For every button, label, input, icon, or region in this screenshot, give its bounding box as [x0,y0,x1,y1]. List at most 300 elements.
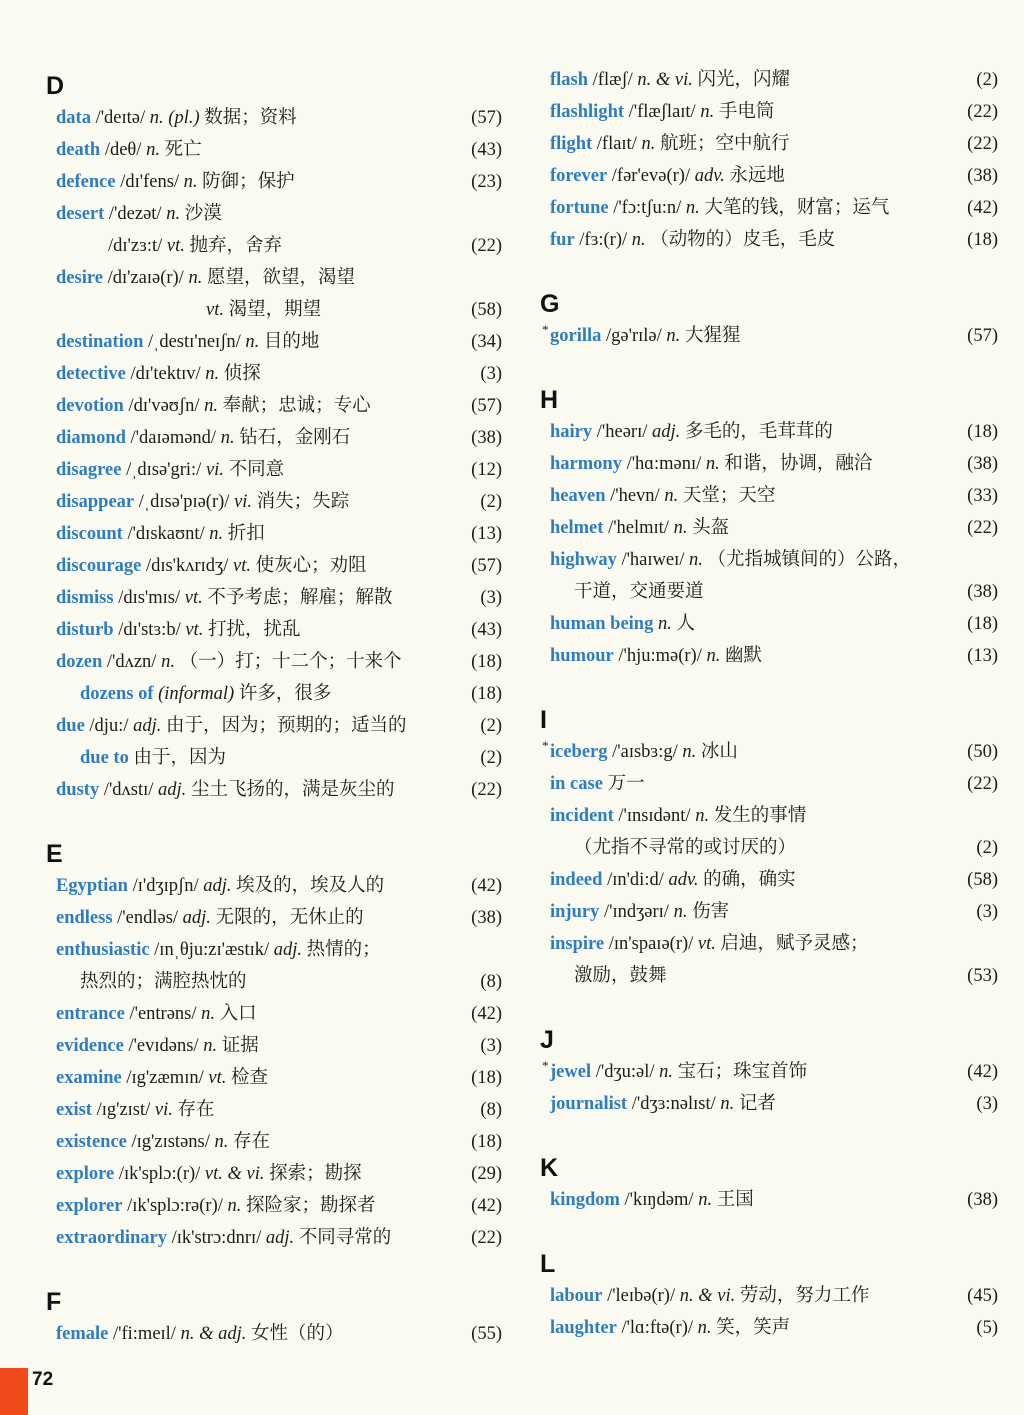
part-of-speech: n. [673,902,688,922]
phonetic: /'dɪskaʊnt/ [127,524,205,544]
phonetic: /dɪ'fens/ [120,172,180,192]
unit-reference: (42) [471,1004,502,1024]
phonetic: /ˌdestɪ'neɪʃn/ [148,332,241,352]
headword: entrance [56,1004,125,1024]
star-marker: * [542,1058,549,1073]
headword: death [56,140,101,160]
part-of-speech: vt. [166,236,185,256]
unit-reference: (3) [976,902,998,922]
unit-reference: (22) [471,236,502,256]
glossary-entry [542,736,998,768]
unit-reference: (22) [967,134,998,154]
definition: 沙漠 [184,204,222,224]
glossary-entry [56,326,502,358]
unit-reference: (18) [471,1068,502,1088]
section-letter: E [46,840,63,868]
part-of-speech: adj. [265,1228,295,1248]
phonetic: /ˌdɪsə'pɪə(r)/ [138,492,230,512]
definition: 检查 [230,1068,268,1088]
glossary-entry [56,710,502,742]
section-heading [46,806,502,870]
glossary-entry [550,928,998,960]
headword: journalist [550,1094,628,1114]
headword: fortune [550,198,609,218]
unit-reference: (57) [471,396,502,416]
phonetic: /'fɔ:tʃu:n/ [613,198,682,218]
unit-reference: (8) [480,972,502,992]
section-letter: L [540,1250,556,1278]
phonetic: /ɪg'zæmɪn/ [126,1068,204,1088]
definition: （尤指城镇间的）公路， [707,550,912,570]
unit-reference: (3) [480,364,502,384]
unit-reference: (2) [480,748,502,768]
unit-reference: (2) [480,716,502,736]
glossary-entry [550,192,998,224]
section-letter: K [540,1154,559,1182]
definition: （一）打；十二个；十来个 [179,652,402,672]
part-of-speech: n. [166,204,181,224]
definition: 幽默 [724,646,762,666]
glossary-entry [56,198,502,230]
unit-reference: (57) [471,556,502,576]
glossary-entry [550,160,998,192]
definition: 目的地 [263,332,320,352]
part-of-speech: n. [214,1132,229,1152]
phonetic: /dɪ'zɜ:t/ [108,236,163,256]
unit-reference: (45) [967,1286,998,1306]
glossary-entry [550,608,998,640]
glossary-entry [56,902,502,934]
part-of-speech: (informal) [158,684,235,704]
phonetic: /'helmɪt/ [608,518,669,538]
definition: 存在 [233,1132,271,1152]
unit-reference: (23) [471,172,502,192]
part-of-speech: n. [220,428,235,448]
definition: 钻石，金刚石 [239,428,351,448]
headword: enthusiastic [56,940,150,960]
unit-reference: (22) [967,102,998,122]
phonetic: /'entrəns/ [129,1004,197,1024]
phonetic: /'hju:mə(r)/ [618,646,702,666]
part-of-speech: adj. [158,780,187,800]
definition: 大笔的钱，财富；运气 [704,198,890,218]
phonetic: /dju:/ [89,716,129,736]
definition: 侦探 [223,364,261,384]
headword: gorilla [550,326,602,346]
definition: 手电筒 [718,102,775,122]
glossary-entry [56,1190,502,1222]
section-letter: I [540,706,547,734]
glossary-entry [56,486,502,518]
section-heading [540,672,998,736]
glossary-entry [56,1094,502,1126]
phonetic: /'deɪtə/ [95,108,146,128]
phonetic: /'ɪnsɪdənt/ [618,806,691,826]
part-of-speech: n. [227,1196,242,1216]
headword: discourage [56,556,142,576]
part-of-speech: n. & vi. [637,70,693,90]
definition: 消失；失踪 [256,492,350,512]
headword: explore [56,1164,115,1184]
phonetic: /'aɪsbɜ:g/ [612,742,678,762]
headword: detective [56,364,126,384]
unit-reference: (34) [471,332,502,352]
section-heading [540,352,998,416]
definition: 尘土飞扬的，满是灰尘的 [190,780,395,800]
part-of-speech: n. [183,172,198,192]
star-marker: * [542,322,549,337]
phonetic: /'flæʃlaɪt/ [628,102,696,122]
glossary-entry [56,1062,502,1094]
part-of-speech: n. & adj. [180,1324,247,1344]
part-of-speech: vt. [184,588,203,608]
glossary-entry [550,224,998,256]
headword: endless [56,908,113,928]
definition: 数据；资料 [204,108,297,128]
unit-reference: (38) [471,428,502,448]
definition: 奉献；忠诚；专心 [222,396,371,416]
definition: 存在 [177,1100,215,1120]
unit-reference: (38) [967,582,998,602]
part-of-speech: n. [204,396,218,416]
glossary-entry [550,480,998,512]
phonetic: /'dʌzn/ [106,652,157,672]
part-of-speech: n. [673,518,688,538]
glossary-entry [542,320,998,352]
glossary-entry [550,448,998,480]
headword: due [56,716,85,736]
unit-reference: (50) [967,742,998,762]
headword: hairy [550,422,593,442]
glossary-entry [550,1184,998,1216]
definition: 大猩猩 [684,326,741,346]
definition: 笑，笑声 [716,1318,791,1338]
part-of-speech: n. [209,524,224,544]
headword: disturb [56,620,114,640]
phonetic: /ɪg'zɪstəns/ [131,1132,210,1152]
part-of-speech: n. [201,1004,216,1024]
unit-reference: (18) [967,614,998,634]
phonetic: /ˌdɪsə'gri:/ [126,460,202,480]
section-letter: F [46,1288,62,1316]
unit-reference: (22) [471,780,502,800]
definition: 伤害 [692,902,730,922]
phonetic: /ɪ'dʒɪpʃn/ [132,876,199,896]
glossary-entry [550,864,998,896]
definition: 头盔 [692,518,730,538]
unit-reference: (8) [480,1100,502,1120]
glossary-entry [56,102,502,134]
part-of-speech: n. [205,364,220,384]
headword: diamond [56,428,126,448]
glossary-entry [550,512,998,544]
unit-reference: (38) [967,454,998,474]
headword: discount [56,524,123,544]
phonetic: /'lɑ:ftə(r)/ [621,1318,693,1338]
section-heading [46,38,502,102]
definition: 不同寻常的 [298,1228,392,1248]
headword: flash [550,70,589,90]
phonetic: /'heərɪ/ [596,422,648,442]
headword: laughter [550,1318,617,1338]
part-of-speech: n. [631,230,646,250]
glossary-entry [550,1088,998,1120]
part-of-speech: n. [641,134,656,154]
headword: female [56,1324,109,1344]
glossary-entry [550,960,998,992]
definition: 干道，交通要道 [574,582,704,602]
phonetic: /dɪs'kʌrɪdʒ/ [145,556,229,576]
unit-reference: (18) [967,230,998,250]
phonetic: /ɪk'strɔ:dnrɪ/ [171,1228,262,1248]
unit-reference: (43) [471,620,502,640]
unit-reference: (42) [967,198,998,218]
definition: 抛弃，舍弃 [189,236,283,256]
definition: 防御；保护 [202,172,295,192]
unit-reference: (3) [976,1094,998,1114]
glossary-entry [56,966,502,998]
glossary-entry [550,1280,998,1312]
glossary-entry [550,896,998,928]
glossary-entry [56,614,502,646]
part-of-speech: adv. [694,166,725,186]
headword: flashlight [550,102,625,122]
part-of-speech: vi. [154,1100,173,1120]
definition: （尤指不寻常的或讨厌的） [574,838,797,858]
phonetic: /dɪ'vəʊʃn/ [128,396,200,416]
glossary-entry [550,96,998,128]
definition: 王国 [716,1190,754,1210]
glossary-entry [56,1222,502,1254]
phonetic: /ɪk'splɔ:(r)/ [118,1164,201,1184]
definition: 打扰，扰乱 [207,620,301,640]
glossary-entry [550,832,998,864]
glossary-column-right [540,64,998,1344]
glossary-entry [56,390,502,422]
unit-reference: (22) [967,774,998,794]
headword: dozen [56,652,103,672]
unit-reference: (22) [471,1228,502,1248]
headword: jewel [550,1062,592,1082]
section-letter: G [540,290,560,318]
unit-reference: (42) [967,1062,998,1082]
headword: forever [550,166,608,186]
part-of-speech: adj. [182,908,211,928]
headword: human being [550,614,654,634]
unit-reference: (58) [471,300,502,320]
phonetic: /fər'evə(r)/ [611,166,691,186]
unit-reference: (42) [471,1196,502,1216]
part-of-speech: vt. [206,300,224,320]
page-number: 72 [32,1369,54,1390]
glossary-entry [550,64,998,96]
part-of-speech: n. [720,1094,735,1114]
unit-reference: (57) [967,326,998,346]
headword: fur [550,230,575,250]
glossary-entry [56,1158,502,1190]
star-marker: * [542,738,549,753]
definition: 万一 [607,774,645,794]
unit-reference: (2) [976,838,998,858]
unit-reference: (33) [967,486,998,506]
phonetic: /'ɪndʒərɪ/ [603,902,669,922]
unit-reference: (58) [967,870,998,890]
headword: helmet [550,518,604,538]
phonetic: /ɪn'di:d/ [607,870,664,890]
definition: 折扣 [227,524,265,544]
glossary-entry [56,294,502,326]
unit-reference: (18) [471,684,502,704]
section-heading [540,992,998,1056]
section-letter: D [46,72,65,100]
part-of-speech: n. [666,326,681,346]
headword: defence [56,172,116,192]
glossary-entry [550,576,998,608]
glossary-entry [56,774,502,806]
phonetic: /'evɪdəns/ [128,1036,199,1056]
part-of-speech: n. [664,486,679,506]
section-heading [540,256,998,320]
headword: evidence [56,1036,124,1056]
glossary-entry [550,768,998,800]
headword: desire [56,268,103,288]
section-letter: H [540,386,559,414]
headword: humour [550,646,614,666]
headword: exist [56,1100,92,1120]
headword: dusty [56,780,100,800]
definition: 多毛的，毛茸茸的 [684,422,833,442]
definition: 不同意 [228,460,285,480]
glossary-entry [56,582,502,614]
part-of-speech: vt. [208,1068,227,1088]
unit-reference: (43) [471,140,502,160]
part-of-speech: n. [188,268,203,288]
part-of-speech: n. [698,1190,713,1210]
headword: incident [550,806,614,826]
headword: kingdom [550,1190,620,1210]
headword: dismiss [56,588,114,608]
phonetic: /dɪ'stɜ:b/ [118,620,181,640]
phonetic: /'haɪweɪ/ [621,550,685,570]
section-letter: J [540,1026,554,1054]
phonetic: /ɪg'zɪst/ [96,1100,151,1120]
part-of-speech: n. [682,742,697,762]
definition: 愿望，欲望，渴望 [206,268,355,288]
headword: devotion [56,396,124,416]
definition: 人 [676,614,695,634]
part-of-speech: n. [697,1318,712,1338]
unit-reference: (5) [976,1318,998,1338]
part-of-speech: vt. [185,620,204,640]
headword: in case [550,774,603,794]
definition: 闪光，闪耀 [697,70,791,90]
phonetic: /'dʒu:əl/ [595,1062,655,1082]
phonetic: /fɜ:(r)/ [579,230,628,250]
definition: 永远地 [729,166,785,186]
headword: inspire [550,934,605,954]
part-of-speech: n. [146,140,160,160]
glossary-entry [56,166,502,198]
definition: 启迪，赋予灵感； [720,934,869,954]
headword: examine [56,1068,122,1088]
definition: 不予考虑；解雇；解散 [207,588,393,608]
definition: 渴望，期望 [228,300,322,320]
glossary-entry [56,934,502,966]
phonetic: /dɪs'mɪs/ [118,588,181,608]
part-of-speech: vt. [233,556,252,576]
phonetic: /'leɪbə(r)/ [607,1286,676,1306]
part-of-speech: n. [203,1036,218,1056]
glossary-entry [550,800,998,832]
glossary-entry [56,678,502,710]
part-of-speech: n. [659,1062,674,1082]
unit-reference: (55) [471,1324,502,1344]
glossary-entry [56,1030,502,1062]
unit-reference: (38) [967,1190,998,1210]
phonetic: /'dezət/ [108,204,162,224]
headword: harmony [550,454,622,474]
phonetic: /'kɪŋdəm/ [624,1190,694,1210]
definition: 证据 [221,1036,259,1056]
headword: labour [550,1286,603,1306]
definition: 死亡 [164,140,202,160]
definition: 探险家；勘探者 [246,1196,376,1216]
glossary-entry [56,1126,502,1158]
headword: destination [56,332,144,352]
glossary-entry [550,1312,998,1344]
glossary-entry [542,1056,998,1088]
section-heading [540,1216,998,1280]
phonetic: /gə'rɪlə/ [606,326,662,346]
definition: 由于，因为；预期的；适当的 [166,716,407,736]
headword: disagree [56,460,122,480]
unit-reference: (42) [471,876,502,896]
definition: 使灰心；劝阻 [255,556,367,576]
headword: heaven [550,486,606,506]
part-of-speech: vt. & vi. [204,1164,265,1184]
part-of-speech: adj. [203,876,232,896]
unit-reference: (38) [967,166,998,186]
unit-reference: (57) [471,108,502,128]
glossary-entry [56,262,502,294]
phonetic: /ɪk'splɔ:rə(r)/ [127,1196,223,1216]
section-heading [46,1254,502,1318]
phonetic: /'daɪəmənd/ [130,428,217,448]
definition: 冰山 [700,742,738,762]
headword: due to [80,748,129,768]
part-of-speech: vi. [205,460,224,480]
part-of-speech: adj. [273,940,303,960]
headword: iceberg [550,742,608,762]
phonetic: /ɪn'spaɪə(r)/ [608,934,694,954]
definition: 宝石；珠宝首饰 [677,1062,808,1082]
glossary-entry [56,870,502,902]
section-heading [540,1120,998,1184]
unit-reference: (29) [471,1164,502,1184]
unit-reference: (38) [471,908,502,928]
unit-reference: (13) [967,646,998,666]
definition: 记者 [738,1094,776,1114]
part-of-speech: n. [657,614,672,634]
glossary-entry [56,742,502,774]
unit-reference: (53) [967,966,998,986]
headword: injury [550,902,600,922]
headword: data [56,108,91,128]
definition: 埃及的，埃及人的 [236,876,385,896]
part-of-speech: n. [685,198,700,218]
glossary-entry [550,416,998,448]
part-of-speech: n. [695,806,710,826]
